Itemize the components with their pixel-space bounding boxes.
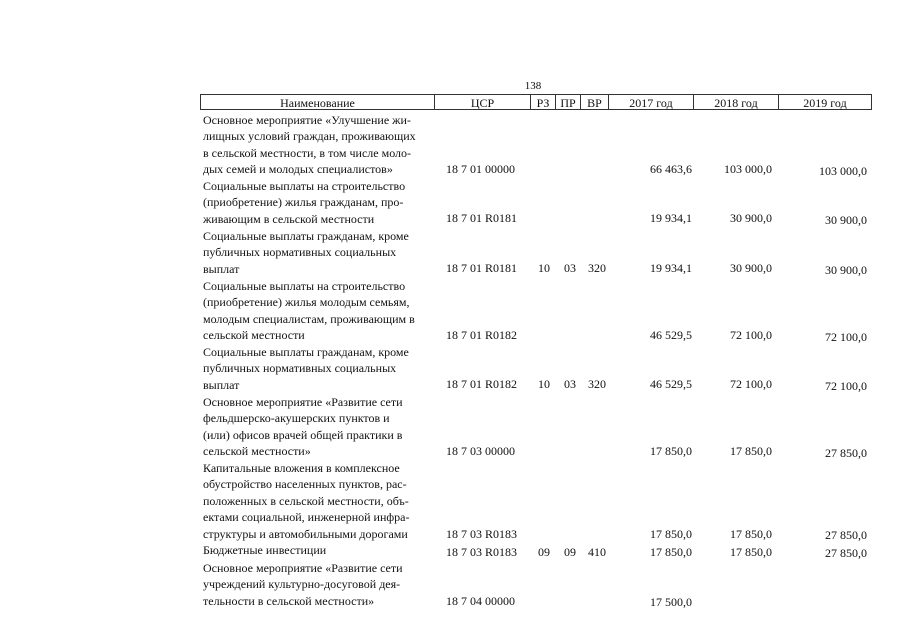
row-2018: 17 850,0 <box>730 444 772 458</box>
row-name: Основное мероприятие «Развитие сети фельдшерско-акушерских пунктов и (или) офисов врачей общей практики в сельской местности» <box>203 395 403 459</box>
row-rz: 10 <box>538 261 550 275</box>
table-row <box>0 278 905 344</box>
row-2017: 46 529,5 <box>650 328 692 342</box>
header-rz: РЗ <box>530 94 556 110</box>
row-name: Социальные выплаты на строительство (приобретение) жилья гражданам, про- живающим в сельской местности <box>203 179 406 226</box>
row-pr: 03 <box>564 377 576 391</box>
header-name: Наименование <box>200 94 435 110</box>
table-row <box>0 394 905 460</box>
table-row <box>0 112 905 178</box>
row-2017: 17 850,0 <box>650 444 692 458</box>
row-pr: 09 <box>564 545 576 559</box>
row-name: Социальные выплаты гражданам, кроме публичных нормативных социальных выплат <box>203 229 409 276</box>
row-2017: 19 934,1 <box>650 211 692 225</box>
row-2018: 30 900,0 <box>730 211 772 225</box>
row-name: Социальные выплаты гражданам, кроме публичных нормативных социальных выплат <box>203 345 409 392</box>
row-2017: 17 850,0 <box>650 527 692 541</box>
row-rz: 09 <box>538 545 550 559</box>
row-name: Основное мероприятие «Улучшение жи- лищных условий граждан, проживающих в сельской местности, в том числе моло- дых семей и молодых специалистов» <box>203 113 416 177</box>
row-2019: 72 100,0 <box>825 330 867 344</box>
row-vr: 320 <box>588 377 606 391</box>
row-2018: 72 100,0 <box>730 328 772 342</box>
row-csr: 18 7 04 00000 <box>446 594 515 608</box>
row-csr: 18 7 03 R0183 <box>446 527 518 541</box>
page-number: 138 <box>524 80 542 92</box>
row-2019: 27 850,0 <box>825 546 867 560</box>
row-pr: 03 <box>564 261 576 275</box>
row-2019: 103 000,0 <box>819 164 867 178</box>
table-row <box>0 178 905 228</box>
row-2019: 30 900,0 <box>825 213 867 227</box>
row-name: Капитальные вложения в комплексное обустройство населенных пунктов, рас- положенных в сельской местности, объ- ектами социальной, инженерной инфра- структуры и автомобильными дорогами <box>203 461 410 541</box>
row-2017: 17 500,0 <box>650 595 692 609</box>
row-2018: 72 100,0 <box>730 377 772 391</box>
row-csr: 18 7 01 00000 <box>446 162 515 176</box>
row-vr: 320 <box>588 261 606 275</box>
table-row <box>0 228 905 278</box>
header-csr: ЦСР <box>434 94 531 110</box>
row-vr: 410 <box>588 545 606 559</box>
row-name: Основное мероприятие «Развитие сети учреждений культурно-досуговой дея- тельности в сельской местности» <box>203 561 403 608</box>
row-2018: 17 850,0 <box>730 527 772 541</box>
table-row <box>0 542 905 560</box>
header-vr: ВР <box>580 94 609 110</box>
row-csr: 18 7 03 R0183 <box>446 545 518 559</box>
row-2018: 30 900,0 <box>730 261 772 275</box>
row-rz: 10 <box>538 377 550 391</box>
row-csr: 18 7 01 R0182 <box>446 328 518 342</box>
row-2018: 103 000,0 <box>724 162 772 176</box>
table-row <box>0 344 905 394</box>
row-2018: 17 850,0 <box>730 545 772 559</box>
header-pr: ПР <box>555 94 581 110</box>
row-2019: 30 900,0 <box>825 263 867 277</box>
table-row <box>0 560 905 610</box>
row-2019: 72 100,0 <box>825 379 867 393</box>
row-csr: 18 7 01 R0181 <box>446 211 518 225</box>
row-2017: 46 529,5 <box>650 377 692 391</box>
table-row <box>0 460 905 542</box>
header-2018: 2018 год <box>693 94 779 110</box>
row-2017: 66 463,6 <box>650 162 692 176</box>
row-csr: 18 7 01 R0182 <box>446 377 518 391</box>
header-2017: 2017 год <box>608 94 694 110</box>
row-name: Социальные выплаты на строительство (приобретение) жилья молодым семьям, молодым специалистам, проживающим в сельской местности <box>203 279 415 343</box>
header-2019: 2019 год <box>778 94 872 110</box>
row-name: Бюджетные инвестиции <box>203 543 327 557</box>
row-2017: 19 934,1 <box>650 261 692 275</box>
row-csr: 18 7 01 R0181 <box>446 261 518 275</box>
row-2019: 27 850,0 <box>825 528 867 542</box>
row-2017: 17 850,0 <box>650 545 692 559</box>
row-csr: 18 7 03 00000 <box>446 444 515 458</box>
row-2019: 27 850,0 <box>825 446 867 460</box>
